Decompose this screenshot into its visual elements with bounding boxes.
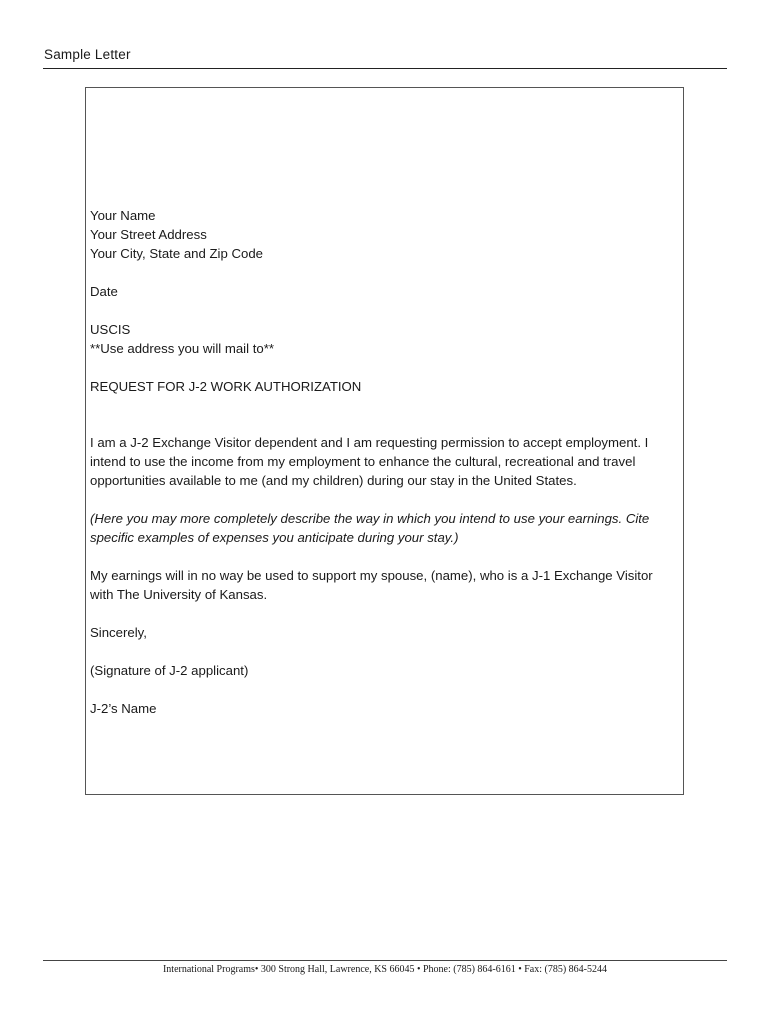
- letter-subject: REQUEST FOR J-2 WORK AUTHORIZATION: [90, 379, 362, 394]
- sender-name: Your Name: [90, 208, 156, 223]
- header-divider: [43, 68, 727, 69]
- footer-contact-info: International Programs• 300 Strong Hall, Lawrence, KS 66045 • Phone: (785) 864-6161 • Fax: (785) 864-5244: [162, 964, 608, 975]
- footer-divider: [43, 960, 727, 961]
- letter-date: Date: [90, 284, 118, 299]
- body-paragraph-1: I am a J-2 Exchange Visitor dependent and I am requesting permission to accept employment. I intend to use the income from my employment to enhance the cultural, recreational and travel opportunities available to me (and my children) during our stay in the United States.: [90, 435, 649, 488]
- sender-city-state-zip: Your City, State and Zip Code: [90, 246, 264, 261]
- body-paragraph-3: My earnings will in no way be used to support my spouse, (name), who is a J-1 Exchange Visitor with The University of Kansas.: [90, 568, 653, 602]
- letter-closing: Sincerely,: [90, 625, 147, 640]
- recipient-name: USCIS: [90, 322, 131, 337]
- signer-name: J-2’s Name: [90, 701, 157, 716]
- body-paragraph-2: (Here you may more completely describe the way in which you intend to use your earnings. Cite specific examples of expenses you anticipate during your stay.): [90, 511, 650, 545]
- recipient-address-note: **Use address you will mail to**: [90, 341, 274, 356]
- signature-placeholder: (Signature of J-2 applicant): [90, 663, 249, 678]
- sender-street: Your Street Address: [90, 227, 207, 242]
- page-header-title: Sample Letter: [44, 47, 131, 62]
